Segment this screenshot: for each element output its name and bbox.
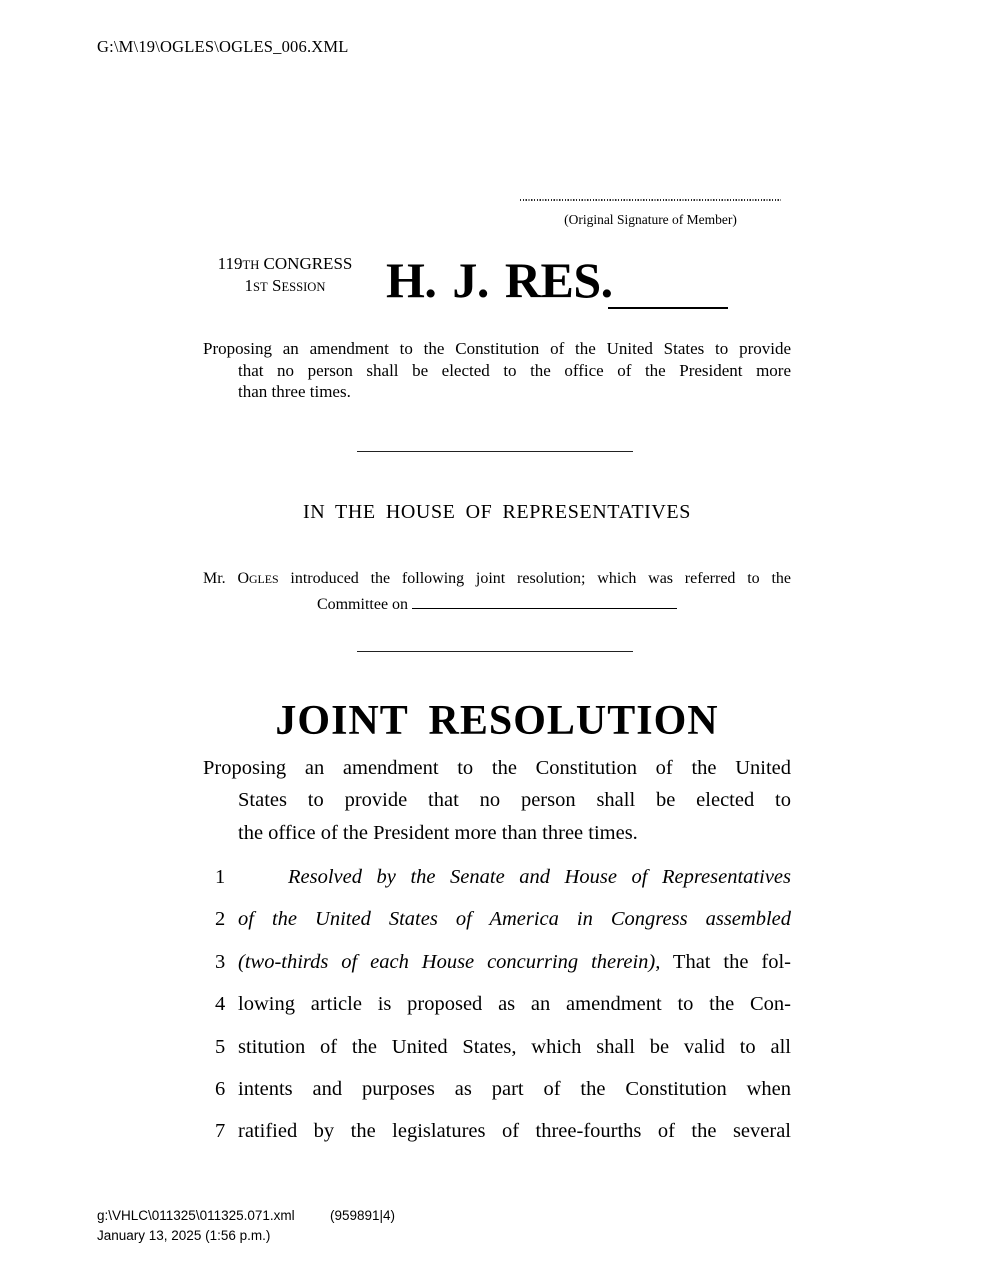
committee-label: Committee on	[316, 596, 409, 613]
footer-line	[97, 1206, 396, 1226]
paragraph-line: that no person shall be elected to the office of the President more	[238, 360, 791, 380]
text-segment: ST	[253, 279, 268, 294]
committee-name-blank	[412, 594, 677, 609]
line-number: 1	[215, 866, 226, 888]
congress-number-line	[203, 254, 367, 276]
line-number: 6	[215, 1077, 226, 1100]
committee-row	[203, 592, 791, 617]
body-line	[203, 993, 791, 1035]
signature-dotted-line	[520, 199, 781, 201]
text-segment: TH	[242, 258, 260, 272]
preamble-paragraph	[203, 338, 791, 403]
footer-date: January 13, 2025 (1:56 p.m.)	[97, 1227, 271, 1243]
text-segment: lowing article is proposed as an amendment to the Con-	[238, 993, 791, 1016]
signature-caption: (Original Signature of Member)	[564, 212, 737, 227]
resolution-body	[203, 866, 791, 1163]
text-segment: Mr. O	[203, 570, 250, 587]
text-segment: 1	[244, 275, 254, 295]
resolution-heading: JOINT RESOLUTION	[275, 698, 719, 744]
paragraph-line: States to provide that no person shall be elected to	[238, 789, 791, 812]
bill-number-blank	[608, 281, 728, 309]
body-line	[203, 1120, 791, 1162]
body-line-text	[238, 1036, 791, 1059]
text-segment: 119	[217, 254, 243, 273]
body-line-text	[238, 908, 791, 931]
footer-file-path: g:\VHLC\011325\011325.071.xml	[97, 1208, 295, 1223]
text-segment: introduced the following joint resolution; which was referred to the	[278, 570, 791, 587]
horizontal-rule	[357, 451, 633, 452]
body-line	[203, 951, 791, 993]
body-line-text	[238, 1120, 791, 1143]
paragraph-line: than three times.	[238, 382, 351, 402]
line-number: 3	[215, 950, 226, 973]
text-segment: S	[267, 275, 282, 295]
line-number: 2	[215, 908, 226, 931]
text-segment: (two-thirds of each House concurring therein),	[238, 950, 661, 973]
bill-type-heading: H. J. RES.	[386, 252, 613, 308]
resolution-preamble	[203, 752, 791, 849]
body-line	[203, 908, 791, 950]
text-segment: of the United States of America in Congress assembled	[238, 908, 791, 931]
text-segment: ratified by the legislatures of three-fourths of the several	[238, 1120, 791, 1143]
body-line	[203, 1036, 791, 1078]
body-line-text	[238, 1078, 791, 1101]
text-segment: stitution of the United States, which shall be valid to all	[238, 1035, 791, 1058]
text-segment: intents and purposes as part of the Constitution when	[238, 1077, 791, 1100]
body-line	[203, 1078, 791, 1120]
line-number: 4	[215, 993, 226, 1016]
text-segment: GLES	[249, 572, 279, 586]
body-line-text	[238, 866, 791, 889]
chamber-heading: IN THE HOUSE OF REPRESENTATIVES	[303, 501, 691, 523]
header-file-path: G:\M\19\OGLES\OGLES_006.XML	[97, 37, 349, 56]
body-line-text	[238, 951, 791, 974]
session-number-line	[203, 276, 367, 298]
paragraph-line: Proposing an amendment to the Constitution of the United States to provide	[203, 339, 791, 358]
body-line-text	[238, 993, 791, 1016]
body-line	[203, 866, 791, 908]
paragraph-line: Proposing an amendment to the Constitution of the United	[203, 757, 791, 779]
text-segment: ESSION	[281, 279, 326, 294]
line-number: 7	[215, 1120, 226, 1143]
text-segment: That the fol-	[660, 950, 791, 973]
footer-code: (959891|4)	[330, 1208, 396, 1223]
text-segment: Resolved by the Senate and House of Representatives	[288, 866, 791, 888]
text-segment: CONGRESS	[259, 254, 353, 273]
congress-session-block	[203, 254, 367, 297]
horizontal-rule	[357, 651, 633, 652]
line-number: 5	[215, 1035, 226, 1058]
sponsor-introduction	[203, 566, 791, 617]
paragraph-line: the office of the President more than three times.	[238, 821, 638, 844]
document-footer	[97, 1206, 396, 1245]
sponsor-introduction-line	[203, 566, 791, 592]
